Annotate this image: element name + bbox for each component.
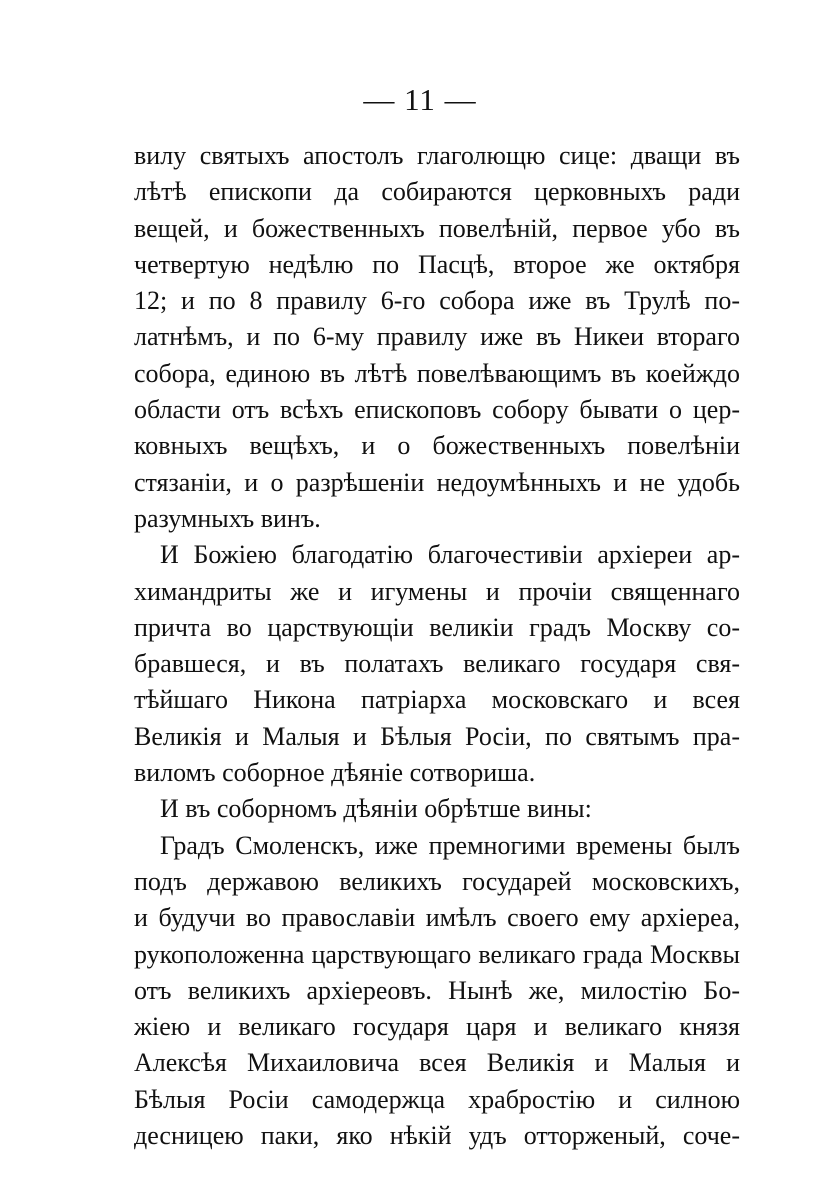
text-line: И въ соборномъ дѣяніи обрѣтше вины: (160, 794, 592, 824)
text-line: рукоположенна царствующаго великаго града Москвы (134, 939, 740, 969)
text-line: причта во царствующіи великіи градъ Москву со- (134, 612, 740, 642)
text-line: разумныхъ винъ. (134, 503, 321, 533)
text-line: виломъ соборное дѣяніе сотвориша. (134, 758, 536, 788)
text-line: Великія и Малыя и Бѣлыя Росіи, по святымъ пра- (134, 721, 740, 751)
text-line: 12; и по 8 правилу 6-го собора иже въ Трулѣ по- (134, 286, 740, 316)
page-number: — 11 — (363, 82, 477, 117)
text-line: жіею и великаго государя царя и великаго князя (134, 1012, 740, 1042)
text-line: Алексѣя Михаиловича всея Великія и Малыя и (134, 1048, 740, 1078)
text-line: четвертую недѣлю по Пасцѣ, второе же октября (134, 249, 740, 279)
text-line: собора, единою въ лѣтѣ повелѣвающимъ въ коейждо (134, 358, 740, 388)
text-line: отъ великихъ архіереовъ. Нынѣ же, милостію Бо- (134, 975, 740, 1005)
text-line: бравшеся, и въ полатахъ великаго государя свя- (134, 649, 740, 679)
text-line: И Божіею благодатію благочестивіи архіереи ар- (160, 540, 740, 570)
text-line: десницею паки, яко нѣкій удъ отторженый, соче- (134, 1121, 740, 1151)
text-line: Бѣлыя Росіи самодержца храбростію и силною (134, 1084, 740, 1114)
body-text (134, 138, 740, 1154)
text-line: вилу святыхъ апостолъ глаголющю сице: дващи въ (134, 141, 740, 170)
text-line: области отъ всѣхъ епископовъ собору бывати о цер- (134, 395, 740, 425)
text-line: Градъ Смоленскъ, иже премногими времены былъ (160, 830, 740, 860)
text-line: и будучи во православіи имѣлъ своего ему архіереа, (134, 903, 740, 933)
text-line: латнѣмъ, и по 6-му правилу иже въ Никеи втораго (134, 322, 740, 352)
text-line: вещей, и божественныхъ повелѣній, первое убо въ (134, 213, 740, 243)
text-line: подъ державою великихъ государей московскихъ, (134, 866, 740, 896)
text-line: ковныхъ вещѣхъ, и о божественныхъ повелѣніи (134, 431, 740, 461)
text-line: лѣтѣ епископи да собираются церковныхъ ради (134, 177, 740, 207)
text-line: стязаніи, и о разрѣшеніи недоумѣнныхъ и не удобь (134, 467, 740, 497)
text-line: химандриты же и игумены и прочіи священнаго (134, 576, 740, 606)
text-line: тѣйшаго Никона патріарха московскаго и всея (134, 685, 740, 715)
